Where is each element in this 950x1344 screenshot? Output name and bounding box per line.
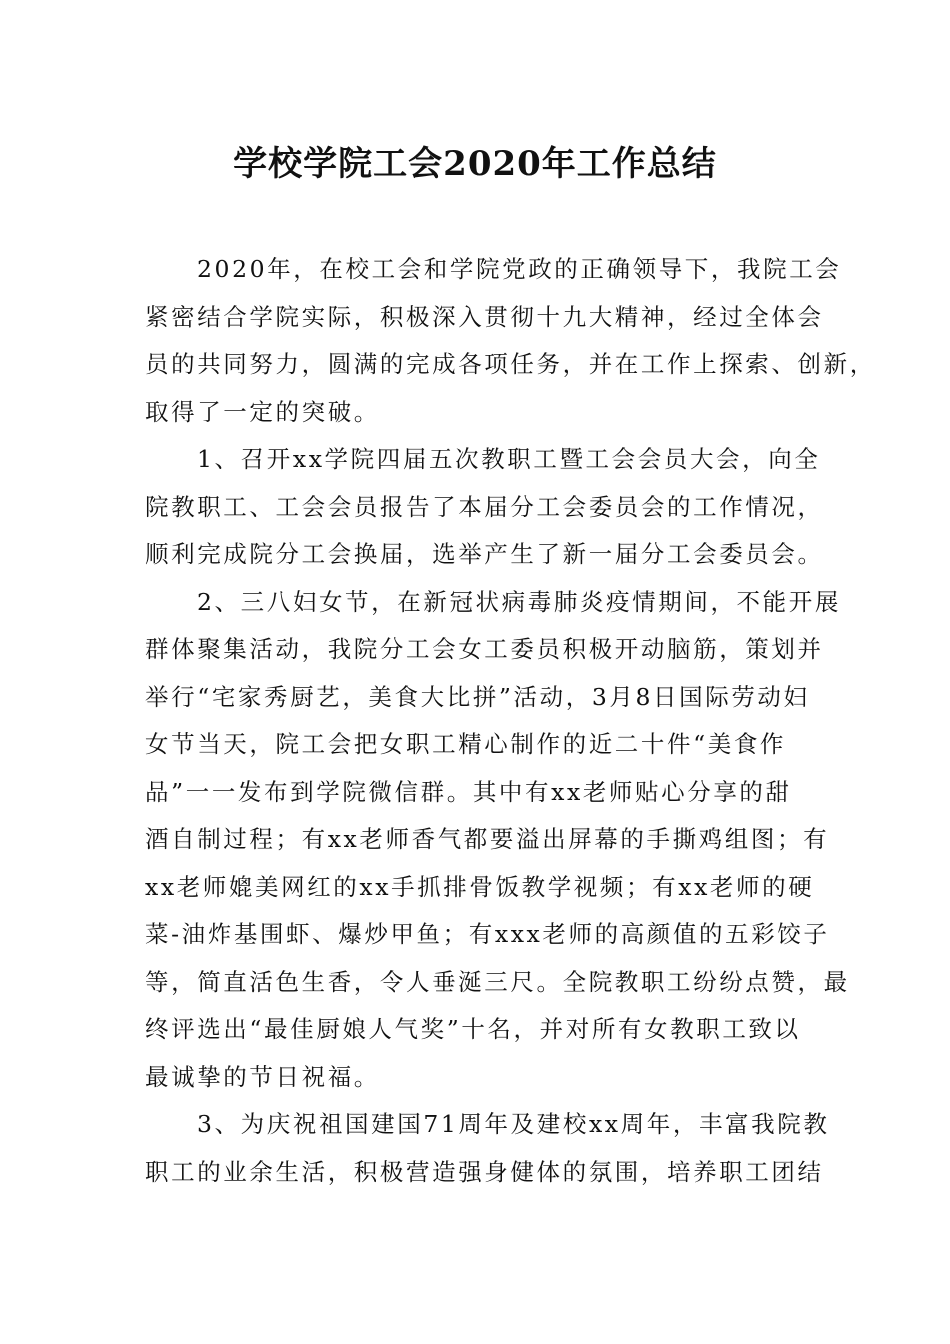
paragraph-line: 职工的业余生活，积极营造强身健体的氛围，培养职工团结 [145, 1157, 824, 1186]
paragraph-line: 品”一一发布到学院微信群。其中有xx老师贴心分享的甜 [145, 777, 792, 806]
paragraph-line: 最诚挚的节日祝福。 [145, 1062, 380, 1091]
paragraph-line: 顺利完成院分工会换届，选举产生了新一届分工会委员会。 [145, 540, 824, 568]
paragraph-line: 员的共同努力，圆满的完成各项任务，并在工作上探索、创新， [145, 350, 876, 378]
document-title: 学校学院工会2020年工作总结 [233, 144, 717, 184]
document-body [145, 246, 876, 1196]
paragraph-line: 院教职工、工会会员报告了本届分工会委员会的工作情况， [145, 492, 824, 521]
paragraph-line: 酒自制过程；有xx老师香气都要溢出屏幕的手撕鸡组图；有 [145, 825, 830, 853]
paragraph-line: 女节当天，院工会把女职工精心制作的近二十件“美食作 [145, 730, 787, 758]
paragraph-line: 终评选出“最佳厨娘人气奖”十名，并对所有女教职工致以 [145, 1015, 801, 1043]
paragraph-line: 2020年，在校工会和学院党政的正确领导下，我院工会 [197, 255, 842, 283]
paragraph-line: 举行“宅家秀厨艺，美食大比拼”活动，3月8日国际劳动妇 [145, 682, 810, 711]
paragraph-line: 紧密结合学院实际，积极深入贯彻十九大精神，经过全体会 [145, 302, 824, 331]
paragraph-line: 等，简直活色生香，令人垂涎三尺。全院教职工纷纷点赞，最 [145, 967, 850, 996]
paragraph-line: 取得了一定的突破。 [145, 397, 380, 426]
paragraph-line: 2、三八妇女节，在新冠状病毒肺炎疫情期间，不能开展 [197, 587, 841, 616]
paragraph-line: 3、为庆祝祖国建国71周年及建校xx周年，丰富我院教 [197, 1110, 830, 1138]
paragraph-line: 菜-油炸基围虾、爆炒甲鱼；有xxx老师的高颜值的五彩饺子 [145, 920, 830, 948]
paragraph-line: xx老师媲美网红的xx手抓排骨饭教学视频；有xx老师的硬 [145, 872, 815, 901]
paragraph-line: 群体聚集活动，我院分工会女工委员积极开动脑筋，策划并 [145, 635, 824, 663]
paragraph-line: 1、召开xx学院四届五次教职工暨工会会员大会，向全 [197, 445, 821, 473]
